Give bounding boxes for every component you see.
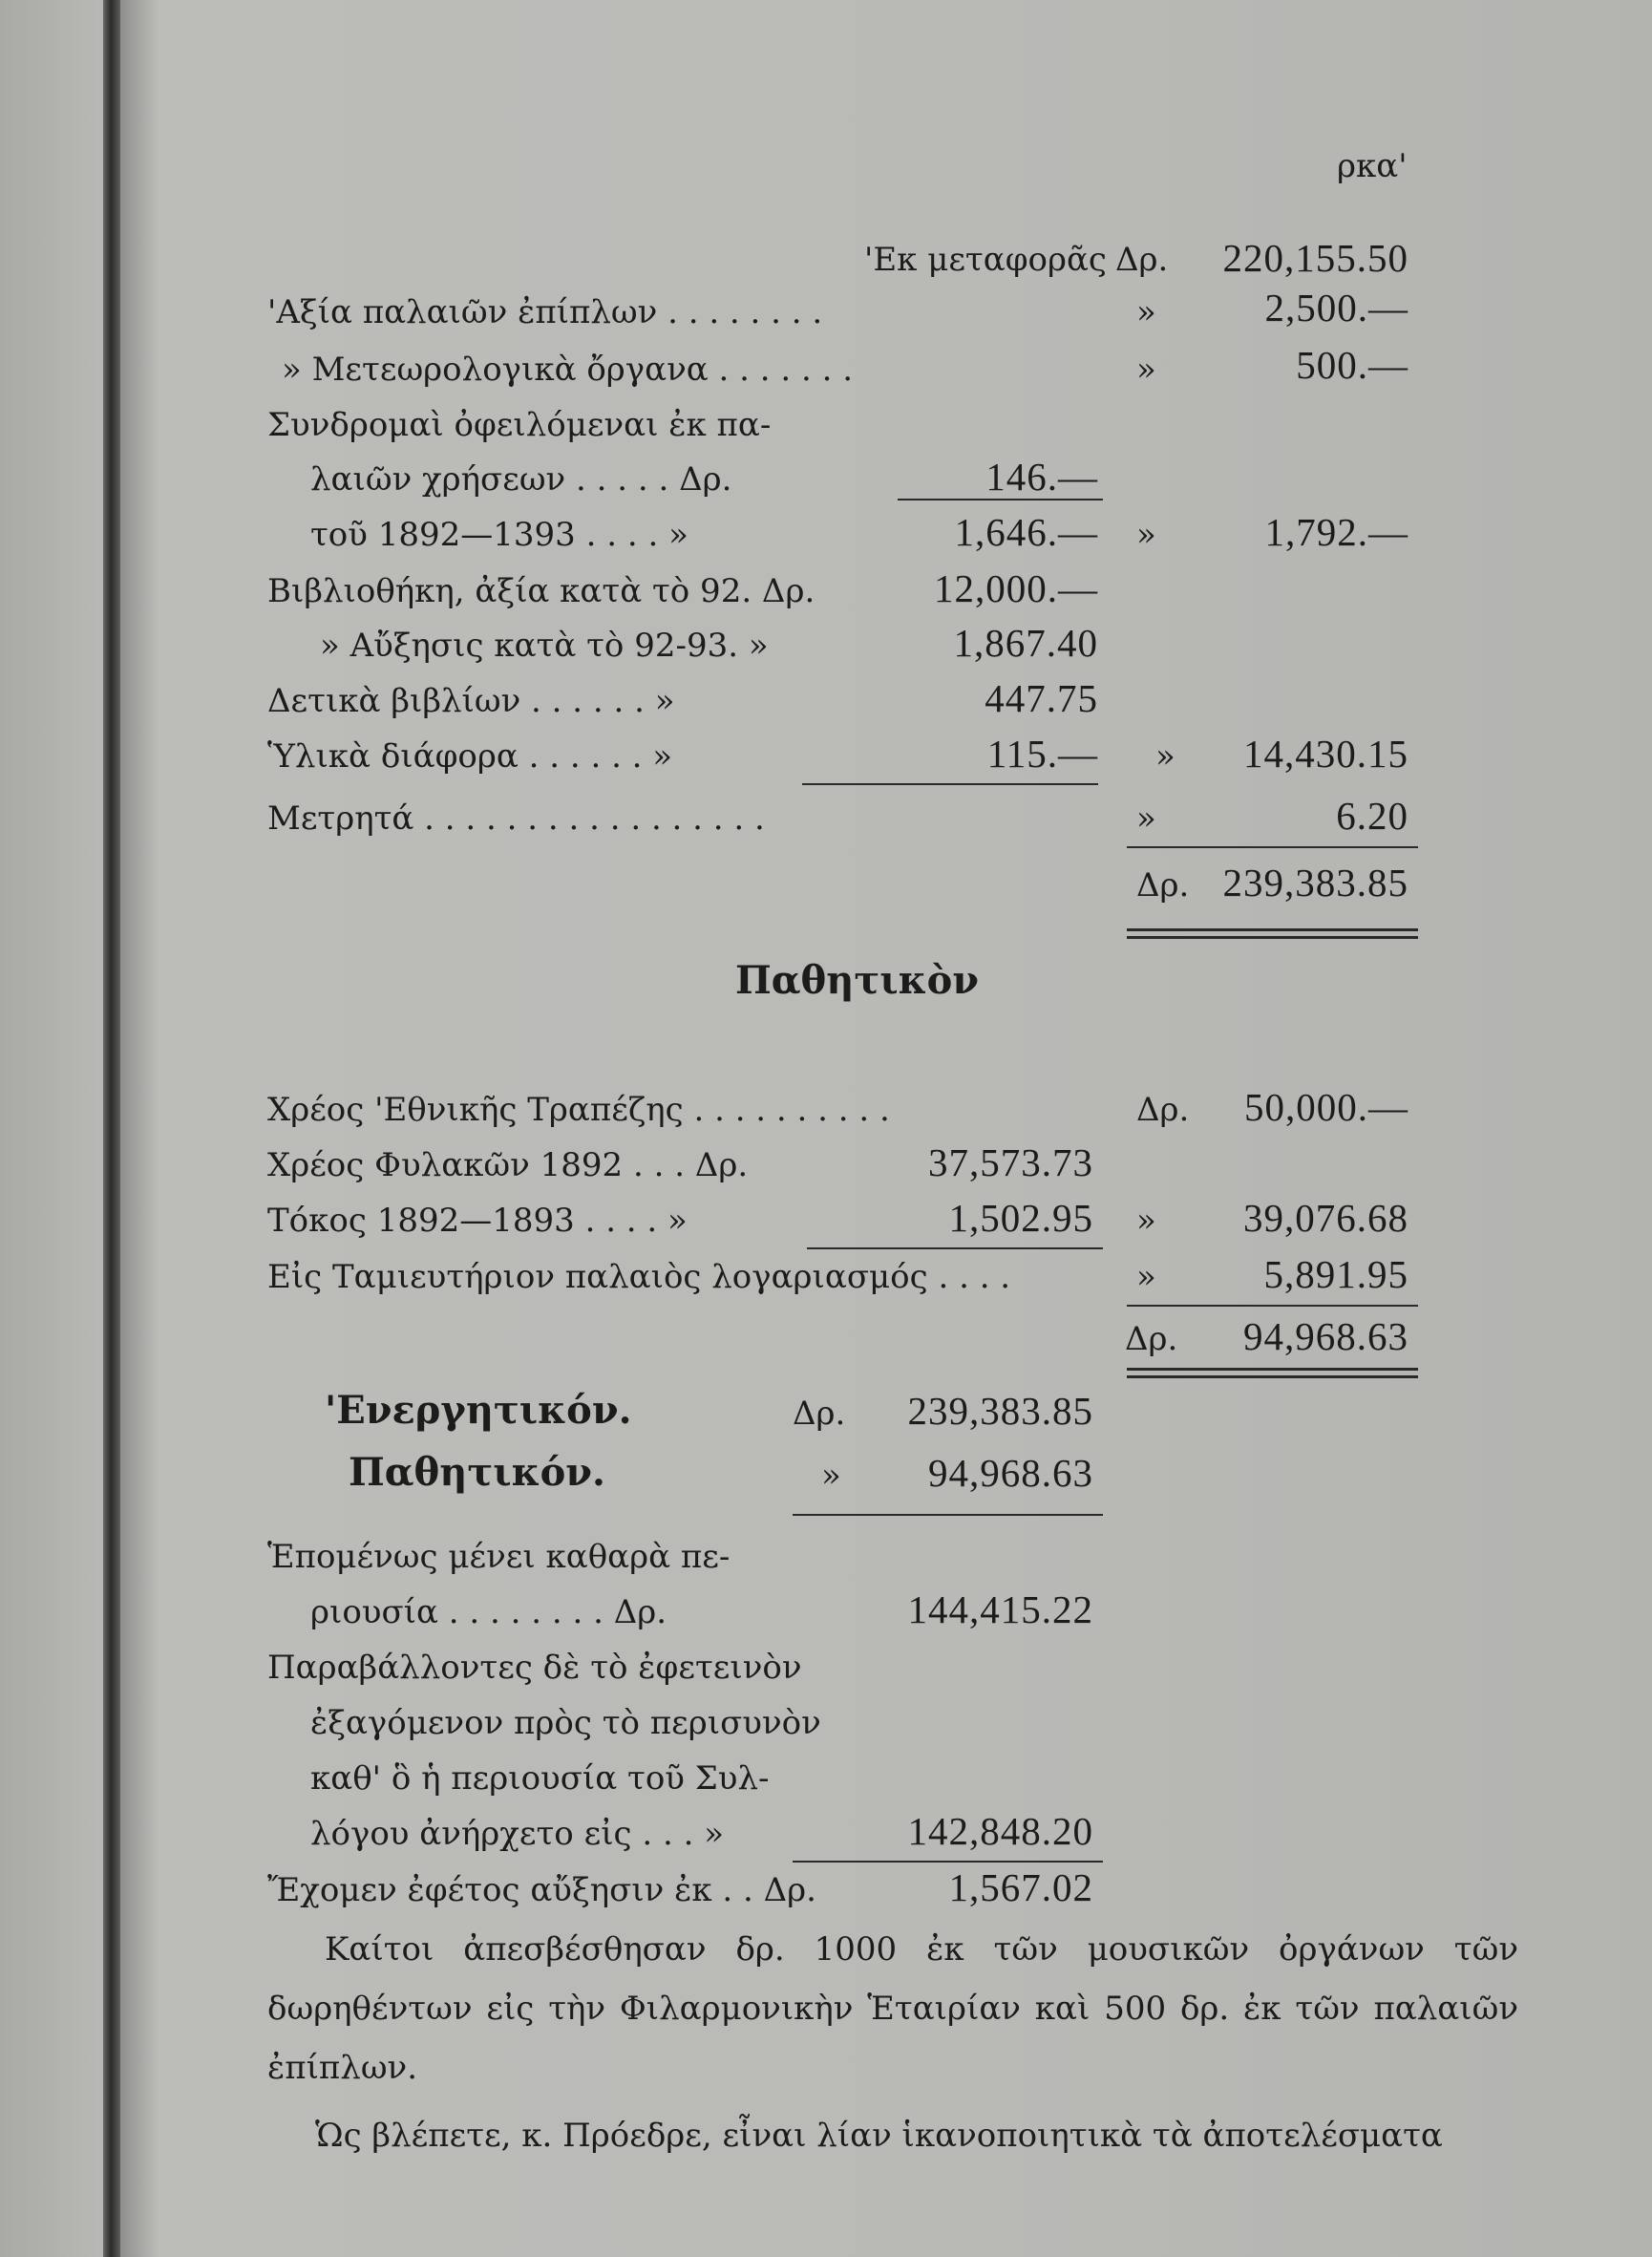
subscriptions-year-value: 1,646.— bbox=[954, 510, 1098, 554]
bindings-label: Δετικὰ βιβλίων . . . . . . » bbox=[267, 682, 675, 720]
guards-total-mark: » bbox=[1136, 1202, 1156, 1240]
assets-total-rule bbox=[1127, 846, 1418, 848]
library-subtotal-rule bbox=[802, 783, 1098, 785]
bindings-value: 447.75 bbox=[985, 676, 1098, 720]
liabilities-double-rule-bottom bbox=[1127, 1375, 1418, 1378]
library-total-mark: » bbox=[1155, 737, 1175, 776]
yearly-increase-label: Ἔχομεν ἐφέτος αὔξησιν ἐκ . . Δρ. bbox=[267, 1871, 816, 1909]
library-total: 14,430.15 bbox=[1243, 732, 1408, 776]
subscriptions-old-value: 146.— bbox=[985, 455, 1098, 499]
assets-total-value: 239,383.85 bbox=[1222, 861, 1408, 905]
yearly-increase-value: 1,567.02 bbox=[948, 1865, 1093, 1909]
liabilities-double-rule-top bbox=[1127, 1368, 1418, 1371]
old-furniture-value: 2,500.— bbox=[1264, 286, 1408, 330]
savings-value: 5,891.95 bbox=[1263, 1252, 1408, 1296]
meteo-instruments-value: 500.— bbox=[1296, 343, 1408, 387]
guards-total: 39,076.68 bbox=[1243, 1196, 1408, 1240]
assets-total-currency: Δρ. bbox=[1136, 866, 1190, 905]
liabilities-total-rule bbox=[1127, 1305, 1418, 1307]
net-label-1: Ἑπομένως μένει καθαρὰ πε- bbox=[267, 1538, 731, 1576]
assets-double-rule-top bbox=[1127, 928, 1418, 931]
materials-label: Ὑλικὰ διάφορα . . . . . . » bbox=[267, 737, 673, 776]
paragraph-results: Ὡς βλέπετε, κ. Πρόεδρε, εἶναι λίαν ἱκανοποιητικὰ τὰ ἀποτελέσματα bbox=[315, 2117, 1443, 2155]
assets-double-rule-bottom bbox=[1127, 936, 1418, 939]
compare-line-1: Παραβάλλοντες δὲ τὸ ἐφετεινὸν bbox=[267, 1649, 802, 1687]
library-value: 12,000.— bbox=[934, 566, 1098, 610]
cash-mark: » bbox=[1136, 799, 1156, 838]
meteo-instruments-label: » Μετεωρολογικὰ ὄργανα . . . . . . . bbox=[282, 351, 854, 389]
compare-line-4: λόγου ἀνήρχετο εἰς . . . » bbox=[310, 1815, 725, 1853]
compare-line-3: καθ' ὃ ἡ περιουσία τοῦ Συλ- bbox=[310, 1759, 770, 1798]
subscriptions-total-mark: » bbox=[1136, 516, 1156, 554]
national-bank-label: Χρέος 'Εθνικῆς Τραπέζης . . . . . . . . . . bbox=[267, 1091, 890, 1129]
subscriptions-label-2: λαιῶν χρήσεων . . . . . Δρ. bbox=[310, 460, 732, 499]
paragraph-depreciation: Καίτοι ἀπεσβέσθησαν δρ. 1000 ἐκ τῶν μουσικῶν ὀργάνων τῶν δωρηθέντων εἰς τὴν Φιλαρμονικὴν Ἑταιρίαν καὶ 500 δρ. ἐκ τῶν παλαιῶν ἐπίπλων. bbox=[267, 1930, 1518, 2087]
savings-mark: » bbox=[1136, 1258, 1156, 1296]
subscriptions-label-1: Συνδρομαὶ ὀφειλόμεναι ἐκ πα- bbox=[267, 406, 772, 444]
cash-label: Μετρητά . . . . . . . . . . . . . . . . . bbox=[267, 799, 765, 838]
summary-rule bbox=[793, 1514, 1103, 1516]
guards-debt-value: 37,573.73 bbox=[928, 1140, 1093, 1184]
net-value: 144,415.22 bbox=[907, 1587, 1093, 1631]
national-bank-currency: Δρ. bbox=[1136, 1091, 1190, 1129]
summary-liabilities-label: Παθητικόν. bbox=[349, 1450, 605, 1495]
library-increase-value: 1,867.40 bbox=[953, 621, 1098, 665]
net-label-2: ριουσία . . . . . . . . Δρ. bbox=[310, 1593, 667, 1631]
meteo-instruments-mark: » bbox=[1136, 351, 1156, 389]
interest-label: Τόκος 1892—1893 . . . . » bbox=[267, 1202, 688, 1240]
liabilities-heading: Παθητικὸν bbox=[735, 958, 979, 1003]
subscriptions-year-label: τοῦ 1892—1393 . . . . » bbox=[310, 516, 688, 554]
old-furniture-label: 'Αξία παλαιῶν ἐπίπλων . . . . . . . . bbox=[267, 293, 823, 331]
liabilities-total-value: 94,968.63 bbox=[1243, 1314, 1408, 1358]
interest-value: 1,502.95 bbox=[948, 1196, 1093, 1240]
national-bank-value: 50,000.— bbox=[1244, 1085, 1408, 1129]
subtotal-rule bbox=[898, 499, 1103, 500]
page-number: ρκα' bbox=[1337, 147, 1408, 185]
summary-assets-value: 239,383.85 bbox=[907, 1389, 1093, 1433]
summary-liabilities-mark: » bbox=[821, 1457, 841, 1495]
compare-rule bbox=[793, 1861, 1103, 1863]
summary-liabilities-value: 94,968.63 bbox=[928, 1451, 1093, 1495]
compare-value: 142,848.20 bbox=[907, 1809, 1093, 1853]
liabilities-total-currency: Δρ. bbox=[1125, 1320, 1178, 1358]
carried-forward-currency: Δρ. bbox=[1115, 241, 1169, 279]
compare-line-2: ἐξαγόμενον πρὸς τὸ περισυνὸν bbox=[310, 1704, 821, 1742]
book-binding-edge bbox=[103, 0, 120, 2257]
carried-forward-label: 'Εκ μεταφορᾶς bbox=[864, 241, 1107, 279]
old-furniture-mark: » bbox=[1136, 293, 1156, 331]
guards-debt-label: Χρέος Φυλακῶν 1892 . . . Δρ. bbox=[267, 1146, 749, 1184]
carried-forward-value: 220,155.50 bbox=[1222, 236, 1408, 280]
materials-value: 115.— bbox=[986, 732, 1098, 776]
summary-assets-label: 'Ενεργητικόν. bbox=[325, 1388, 632, 1433]
savings-label: Εἰς Ταμιευτήριον παλαιὸς λογαριασμός . . . . bbox=[267, 1258, 1011, 1296]
cash-value: 6.20 bbox=[1336, 794, 1408, 838]
library-label: Βιβλιοθήκη, ἀξία κατὰ τὸ 92. Δρ. bbox=[267, 572, 815, 610]
guards-subtotal-rule bbox=[807, 1247, 1103, 1249]
library-increase-label: » Αὔξησις κατὰ τὸ 92-93. » bbox=[320, 627, 769, 665]
binding-shadow bbox=[120, 0, 159, 2257]
subscriptions-total: 1,792.— bbox=[1264, 510, 1408, 554]
summary-assets-currency: Δρ. bbox=[793, 1395, 846, 1433]
